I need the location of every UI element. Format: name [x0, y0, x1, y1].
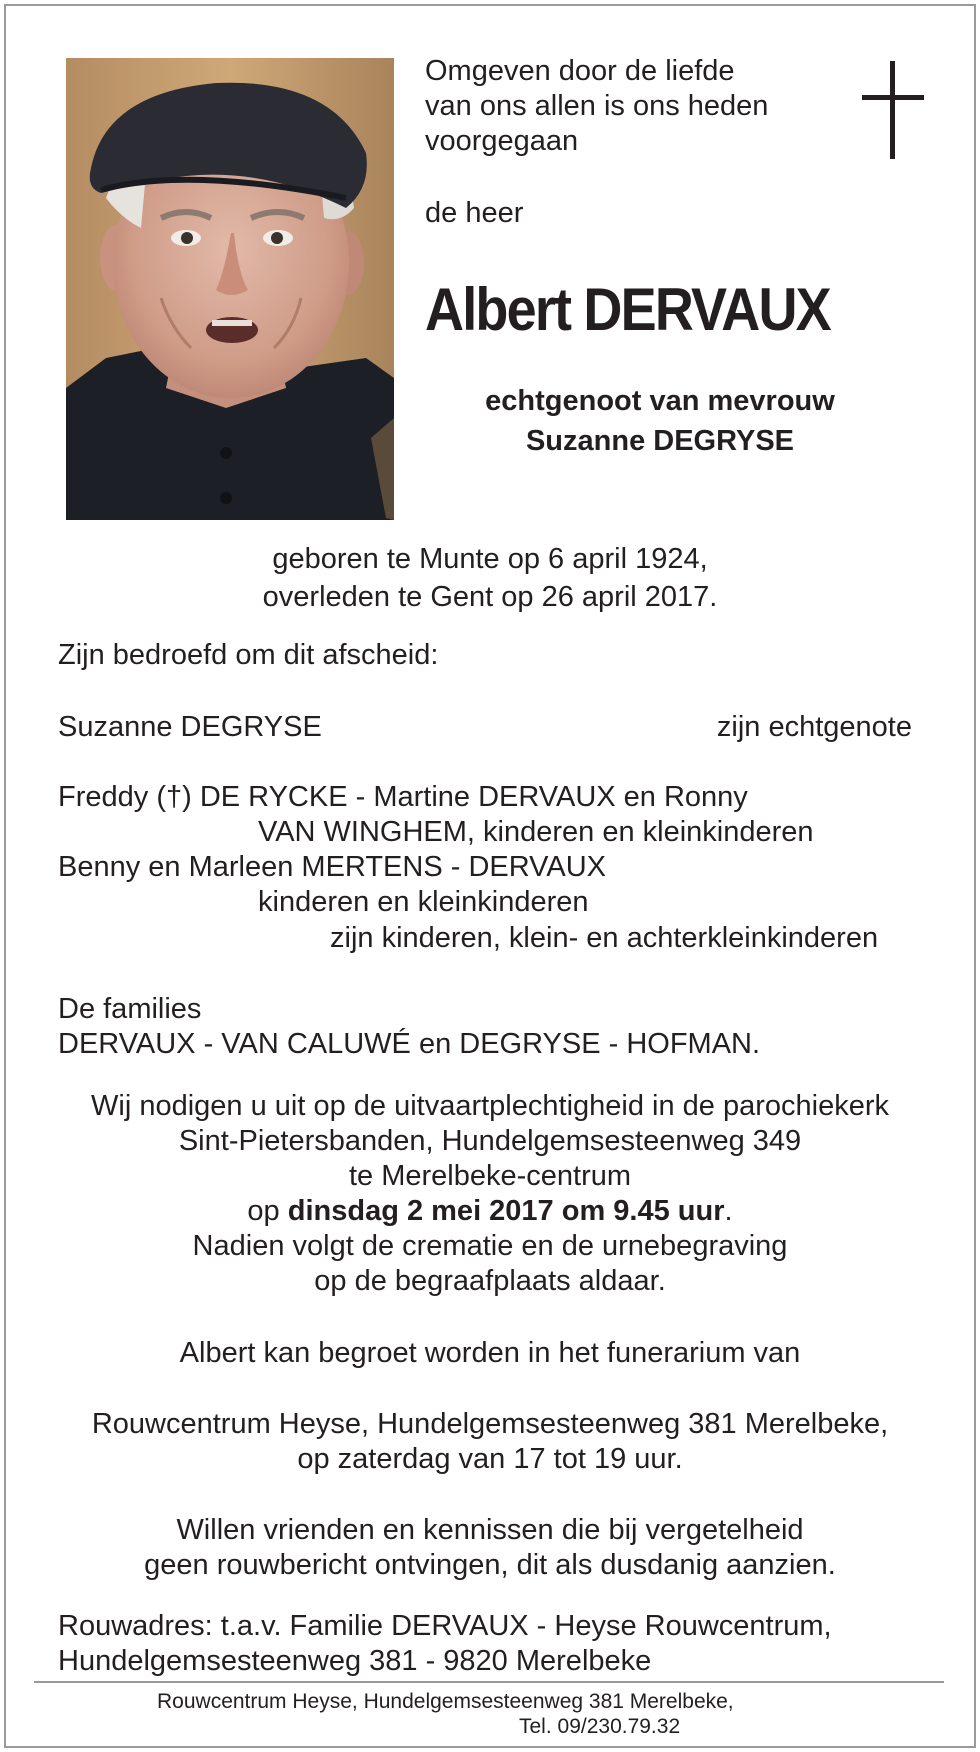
visitation-line-3: op zaterdag van 17 tot 19 uur. — [297, 1443, 683, 1475]
mourners-heading: Zijn bedroefd om dit afscheid: — [58, 639, 439, 671]
spouse-line-1: echtgenoot van mevrouw — [485, 385, 835, 417]
visitation-line-1: Albert kan begroet worden in het funerarium van — [179, 1337, 801, 1369]
footer-phone: Tel. 09/230.79.32 — [519, 1715, 681, 1738]
ceremony-line-6: op de begraafplaats aldaar. — [314, 1265, 666, 1297]
deceased-name: Albert DERVAUX — [425, 276, 830, 343]
ceremony-line-5: Nadien volgt de crematie en de urnebegraving — [192, 1230, 788, 1262]
intro-line-3: voorgegaan — [425, 125, 579, 157]
spouse-line-2: Suzanne DEGRYSE — [525, 425, 795, 457]
salutation: de heer — [425, 197, 524, 229]
address-line-1: Rouwadres: t.a.v. Familie DERVAUX - Heyse Rouwcentrum, — [58, 1610, 832, 1642]
ceremony-line-3: te Merelbeke-centrum — [348, 1160, 632, 1192]
cross-icon — [862, 61, 924, 159]
birth-line: geboren te Munte op 6 april 1924, — [272, 543, 708, 575]
families-label: De families — [58, 993, 202, 1025]
mourner-line-5: zijn kinderen, klein- en achterkleinkinderen — [330, 922, 879, 954]
mourner-line-3: Benny en Marleen MERTENS - DERVAUX — [58, 851, 606, 883]
footer-divider — [34, 1681, 944, 1683]
ceremony-date-suffix: . — [724, 1195, 733, 1227]
visitation-line-2: Rouwcentrum Heyse, Hundelgemsesteenweg 381 Merelbeke, — [91, 1408, 889, 1440]
notice-line-2: geen rouwbericht ontvingen, dit als dusdanig aanzien. — [144, 1549, 836, 1581]
ceremony-line-1: Wij nodigen u uit op de uitvaartplechtigheid in de parochiekerk — [91, 1090, 889, 1122]
spouse-role: zijn echtgenote — [716, 711, 912, 743]
death-line: overleden te Gent op 26 april 2017. — [262, 581, 718, 613]
ceremony-date: dinsdag 2 mei 2017 om 9.45 uur — [287, 1195, 725, 1227]
mourner-line-2: VAN WINGHEM, kinderen en kleinkinderen — [258, 816, 814, 848]
ceremony-date-line — [0, 1194, 980, 1229]
portrait-photo — [66, 58, 394, 520]
mourner-line-4: kinderen en kleinkinderen — [258, 886, 589, 918]
intro-line-2: van ons allen is ons heden — [425, 90, 769, 122]
intro-line-1: Omgeven door de liefde — [425, 55, 735, 87]
ceremony-date-prefix: op — [247, 1195, 288, 1227]
address-line-2: Hundelgemsesteenweg 381 - 9820 Merelbeke — [58, 1645, 652, 1677]
footer-line-1: Rouwcentrum Heyse, Hundelgemsesteenweg 381 Merelbeke, — [157, 1690, 734, 1713]
mourner-line-1: Freddy (†) DE RYCKE - Martine DERVAUX en Ronny — [58, 781, 748, 813]
ceremony-line-2: Sint-Pietersbanden, Hundelgemsesteenweg 349 — [178, 1125, 802, 1157]
notice-line-1: Willen vrienden en kennissen die bij vergetelheid — [176, 1514, 804, 1546]
families: DERVAUX - VAN CALUWÉ en DEGRYSE - HOFMAN. — [58, 1028, 761, 1060]
spouse-name: Suzanne DEGRYSE — [58, 711, 322, 743]
